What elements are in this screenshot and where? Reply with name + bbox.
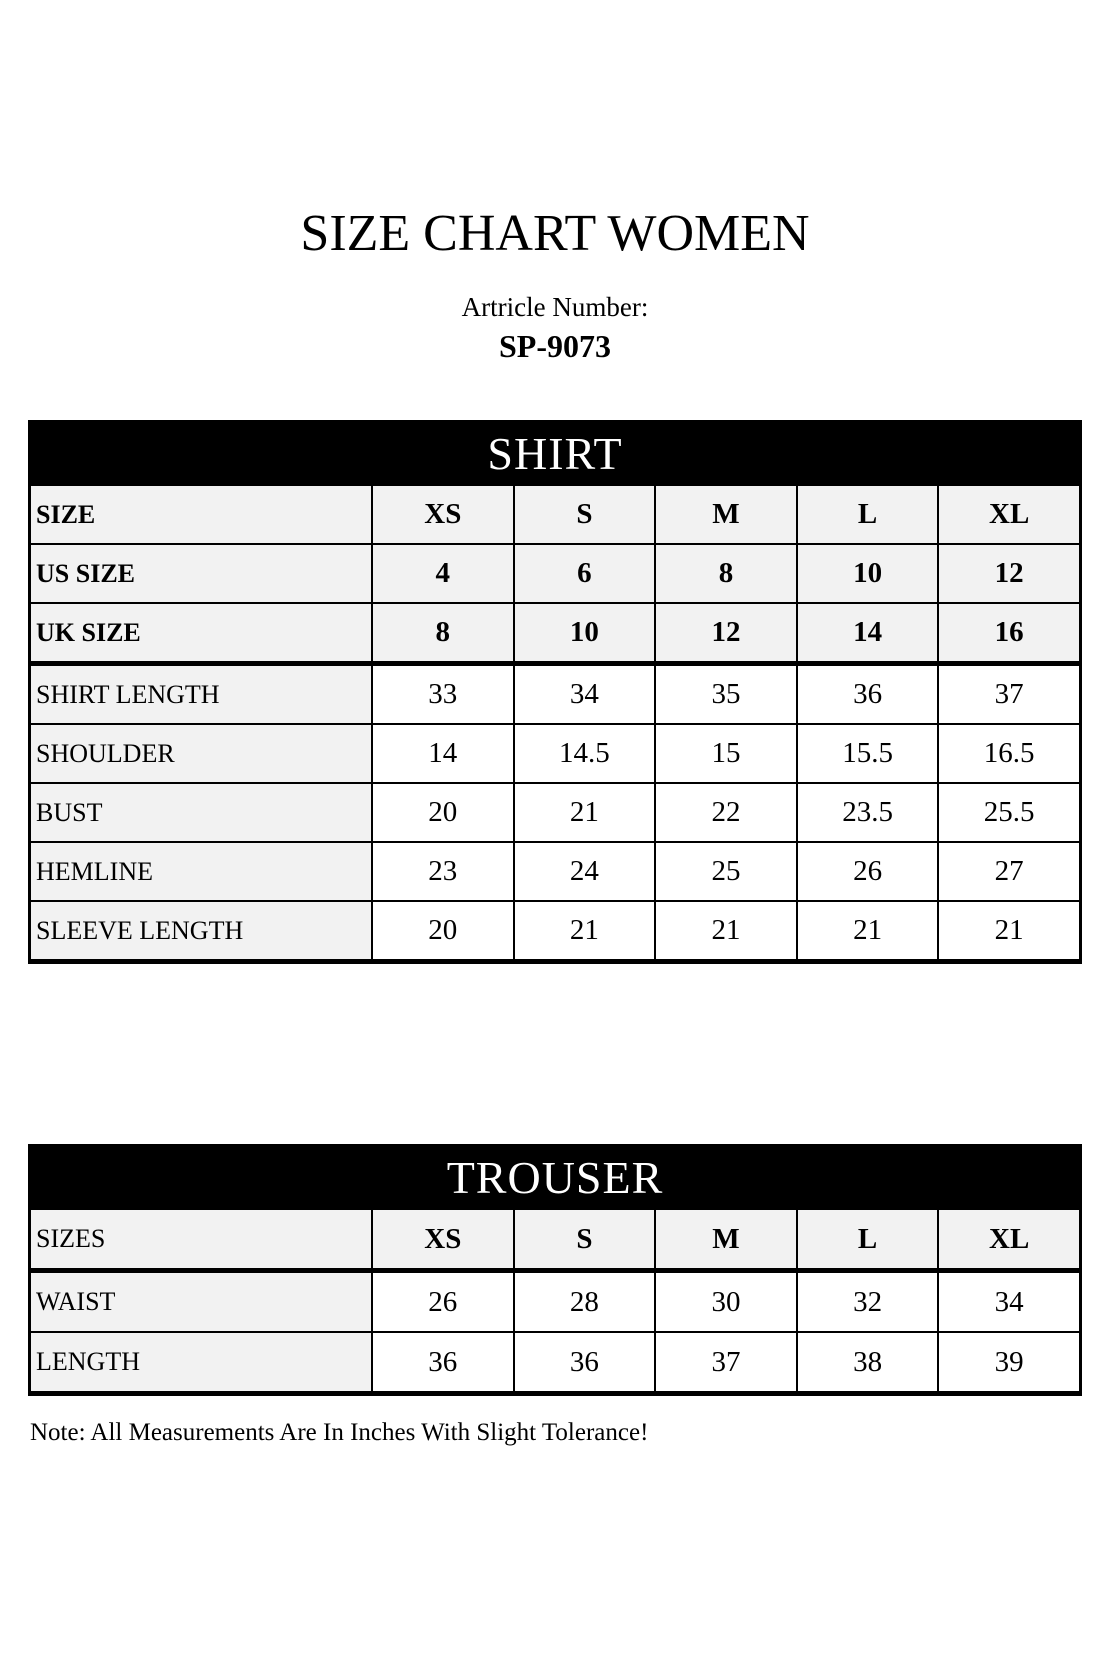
size-value-cell: 28 [515, 1273, 657, 1331]
table-row [31, 1333, 1079, 1391]
shirt-size-table [28, 420, 1082, 964]
size-value-cell: M [656, 486, 798, 543]
row-label: SIZES [31, 1210, 373, 1268]
size-value-cell: 10 [515, 604, 657, 661]
row-label: BUST [31, 784, 373, 841]
size-value-cell: 27 [939, 843, 1079, 900]
table-row [31, 1273, 1079, 1333]
row-label: SLEEVE LENGTH [31, 902, 373, 959]
table-row [31, 843, 1079, 902]
size-value-cell: 21 [939, 902, 1079, 959]
size-value-cell: 36 [373, 1333, 515, 1391]
size-value-cell: 10 [798, 545, 940, 602]
size-value-cell: 39 [939, 1333, 1079, 1391]
size-value-cell: 20 [373, 902, 515, 959]
table-row [31, 902, 1079, 959]
size-value-cell: 38 [798, 1333, 940, 1391]
size-value-cell: 14.5 [515, 725, 657, 782]
shirt-table-rows [31, 486, 1079, 959]
trouser-size-table [28, 1144, 1082, 1396]
row-label: SIZE [31, 486, 373, 543]
size-value-cell: S [515, 1210, 657, 1268]
size-value-cell: 36 [515, 1333, 657, 1391]
size-value-cell: 25 [656, 843, 798, 900]
trouser-table-rows [31, 1210, 1079, 1391]
row-label: WAIST [31, 1273, 373, 1331]
measurement-note: Note: All Measurements Are In Inches With Slight Tolerance! [30, 1419, 649, 1446]
table-row [31, 486, 1079, 545]
size-value-cell: 23.5 [798, 784, 940, 841]
size-value-cell: 34 [939, 1273, 1079, 1331]
size-value-cell: 21 [798, 902, 940, 959]
row-label: SHOULDER [31, 725, 373, 782]
size-value-cell: XS [373, 1210, 515, 1268]
table-row [31, 725, 1079, 784]
size-value-cell: 32 [798, 1273, 940, 1331]
size-value-cell: 12 [656, 604, 798, 661]
size-value-cell: 21 [515, 784, 657, 841]
size-value-cell: 8 [373, 604, 515, 661]
size-value-cell: 36 [798, 666, 940, 723]
size-value-cell: 35 [656, 666, 798, 723]
size-value-cell: XS [373, 486, 515, 543]
size-value-cell: 16 [939, 604, 1079, 661]
size-value-cell: 37 [656, 1333, 798, 1391]
size-value-cell: 37 [939, 666, 1079, 723]
size-value-cell: 12 [939, 545, 1079, 602]
size-value-cell: 20 [373, 784, 515, 841]
table-row [31, 784, 1079, 843]
size-value-cell: S [515, 486, 657, 543]
shirt-table-title: SHIRT [31, 423, 1079, 486]
size-value-cell: 24 [515, 843, 657, 900]
size-value-cell: XL [939, 486, 1079, 543]
size-value-cell: M [656, 1210, 798, 1268]
size-value-cell: 33 [373, 666, 515, 723]
size-value-cell: XL [939, 1210, 1079, 1268]
size-value-cell: L [798, 486, 940, 543]
size-value-cell: 22 [656, 784, 798, 841]
table-row [31, 666, 1079, 725]
size-value-cell: 23 [373, 843, 515, 900]
size-value-cell: 30 [656, 1273, 798, 1331]
size-value-cell: 21 [515, 902, 657, 959]
article-number-value: SP-9073 [499, 328, 611, 364]
row-label: US SIZE [31, 545, 373, 602]
size-value-cell: 34 [515, 666, 657, 723]
table-row [31, 545, 1079, 604]
page-title: SIZE CHART WOMEN [300, 205, 810, 262]
size-value-cell: 16.5 [939, 725, 1079, 782]
size-value-cell: 21 [656, 902, 798, 959]
table-row [31, 604, 1079, 666]
size-value-cell: 15 [656, 725, 798, 782]
row-label: SHIRT LENGTH [31, 666, 373, 723]
row-label: UK SIZE [31, 604, 373, 661]
size-value-cell: 26 [798, 843, 940, 900]
article-number-label: Artricle Number: [461, 292, 649, 322]
size-value-cell: L [798, 1210, 940, 1268]
size-value-cell: 4 [373, 545, 515, 602]
size-value-cell: 14 [373, 725, 515, 782]
row-label: HEMLINE [31, 843, 373, 900]
size-value-cell: 6 [515, 545, 657, 602]
size-value-cell: 25.5 [939, 784, 1079, 841]
size-value-cell: 15.5 [798, 725, 940, 782]
size-value-cell: 8 [656, 545, 798, 602]
size-value-cell: 14 [798, 604, 940, 661]
size-value-cell: 26 [373, 1273, 515, 1331]
table-row [31, 1210, 1079, 1273]
row-label: LENGTH [31, 1333, 373, 1391]
trouser-table-title: TROUSER [31, 1147, 1079, 1210]
